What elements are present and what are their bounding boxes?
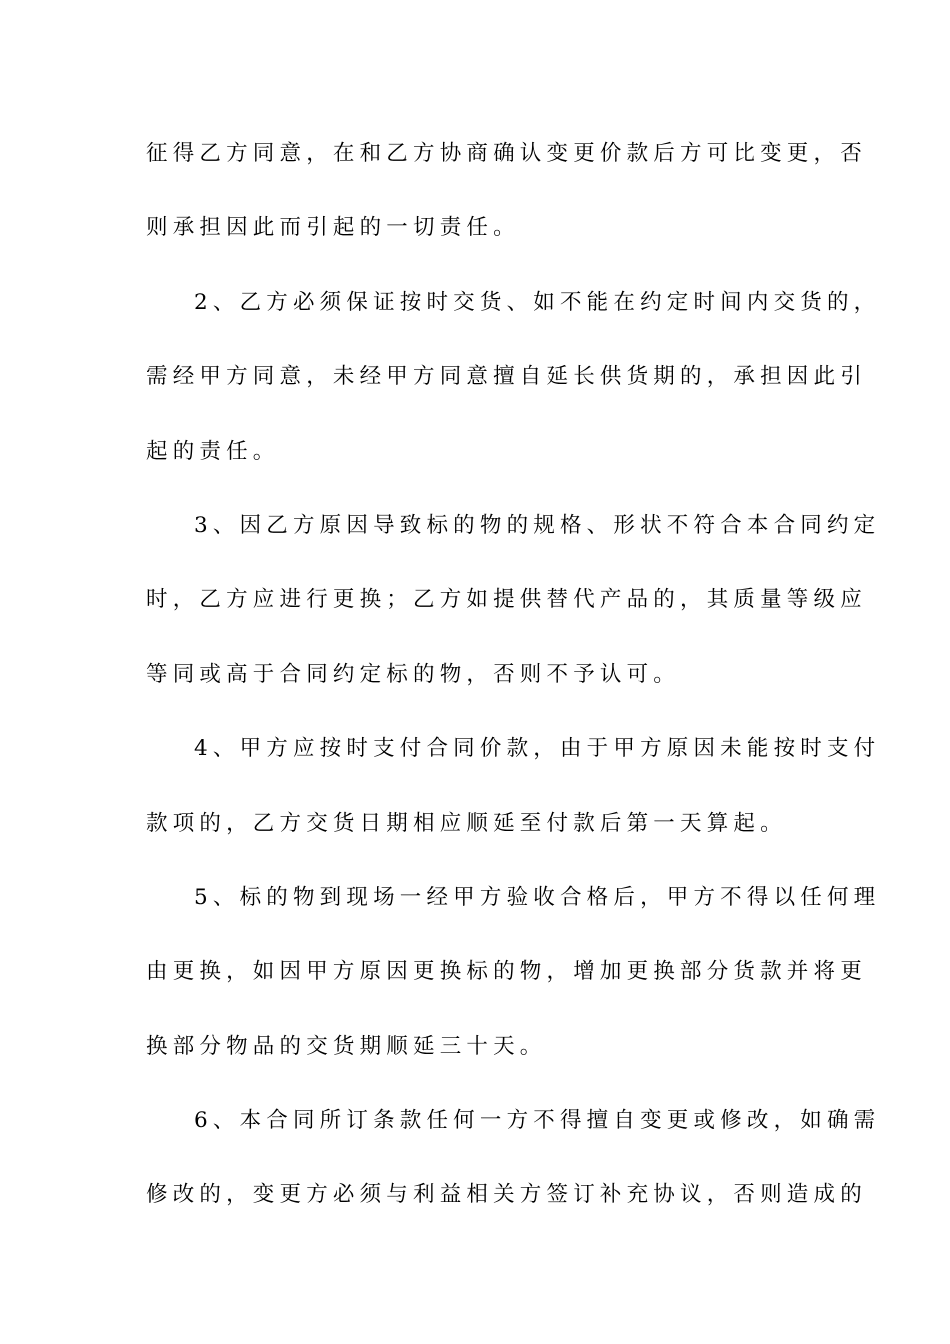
clause-3-line: 3、因乙方原因导致标的物的规格、形状不符合本合同约定 xyxy=(194,512,881,538)
clause-2-line: 2、乙方必须保证按时交货、如不能在约定时间内交货的， xyxy=(194,289,881,315)
text-line: 征得乙方同意，在和乙方协商确认变更价款后方可比变更，否 xyxy=(146,141,867,166)
document-body xyxy=(146,130,881,1246)
text-line: 款项的，乙方交货日期相应顺延至付款后第一天算起。 xyxy=(146,810,787,836)
text-line: 起的责任。 xyxy=(146,438,280,464)
text-line: 时，乙方应进行更换；乙方如提供替代产品的，其质量等级应 xyxy=(146,587,867,613)
clause-5-line: 5、标的物到现场一经甲方验收合格后，甲方不得以任何理 xyxy=(194,884,881,910)
text-line: 换部分物品的交货期顺延三十天。 xyxy=(146,1033,547,1059)
clause-6-line: 6、本合同所订条款任何一方不得擅自变更或修改，如确需 xyxy=(194,1108,881,1134)
clause-4-line: 4、甲方应按时支付合同价款，由于甲方原因未能按时支付 xyxy=(194,736,881,762)
text-line: 则承担因此而引起的一切责任。 xyxy=(146,215,520,241)
text-line: 修改的，变更方必须与利益相关方签订补充协议，否则造成的 xyxy=(146,1182,867,1208)
text-line: 由更换，如因甲方原因更换标的物，增加更换部分货款并将更 xyxy=(146,959,867,985)
text-line: 等同或高于合同约定标的物，否则不予认可。 xyxy=(146,661,681,687)
text-line: 需经甲方同意，未经甲方同意擅自延长供货期的，承担因此引 xyxy=(146,364,867,390)
